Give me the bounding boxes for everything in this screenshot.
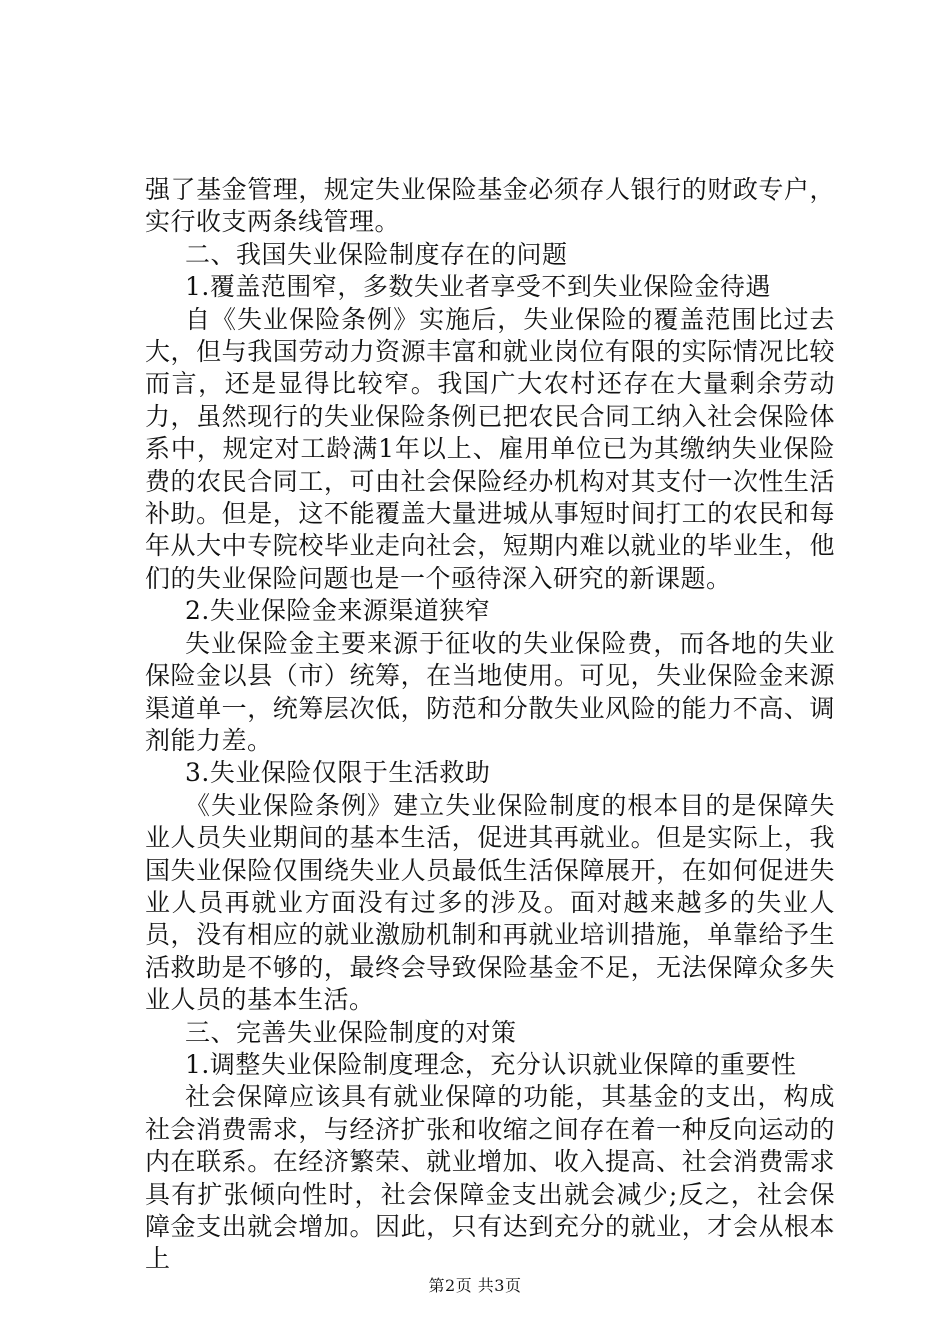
page-number-footer: 第2页 共3页	[428, 1276, 522, 1295]
paragraph-coverage: 自《失业保险条例》实施后，失业保险的覆盖范围比过去大，但与我国劳动力资源丰富和就业岗位有限的实际情况比较而言，还是显得比较窄。我国广大农村还存在大量剩余劳动力，虽然现行的失业保险条例已把农民合同工纳入社会保险体系中，规定对工龄满1年以上、雇用单位已为其缴纳失业保险费的农民合同工，可由社会保险经办机构对其支付一次性生活补助。但是，这不能覆盖大量进城从事短时间打工的农民和每年从大中专院校毕业走向社会，短期内难以就业的毕业生，他们的失业保险问题也是一个亟待深入研究的新课题。	[145, 304, 835, 593]
section-heading-problems: 二、我国失业保险制度存在的问题	[185, 239, 568, 269]
subheading-relief: 3.失业保险仅限于生活救助	[185, 758, 491, 788]
subheading-concept: 1.调整失业保险制度理念，充分认识就业保障的重要性	[185, 1049, 797, 1079]
subheading-coverage: 1.覆盖范围窄，多数失业者享受不到失业保险金待遇	[185, 272, 771, 302]
section-heading-measures: 三、完善失业保险制度的对策	[185, 1017, 517, 1047]
document-body	[145, 174, 835, 1276]
paragraph-concept: 社会保障应该具有就业保障的功能，其基金的支出，构成社会消费需求，与经济扩张和收缩之间存在着一种反向运动的内在联系。在经济繁荣、就业增加、收入提高、社会消费需求具有扩张倾向性时，社会保障金支出就会减少;反之，社会保障金支出就会增加。因此，只有达到充分的就业，才会从根本上	[145, 1082, 835, 1274]
paragraph-relief: 《失业保险条例》建立失业保险制度的根本目的是保障失业人员失业期间的基本生活，促进其再就业。但是实际上，我国失业保险仅围绕失业人员最低生活保障展开，在如何促进失业人员再就业方面没有过多的涉及。面对越来越多的失业人员，没有相应的就业激励机制和再就业培训措施，单靠给予生活救助是不够的，最终会导致保险基金不足，无法保障众多失业人员的基本生活。	[145, 790, 835, 1015]
subheading-funding: 2.失业保险金来源渠道狭窄	[185, 596, 491, 626]
paragraph-funding: 失业保险金主要来源于征收的失业保险费，而各地的失业保险金以县（市）统筹，在当地使用。可见，失业保险金来源渠道单一，统筹层次低，防范和分散失业风险的能力不高、调剂能力差。	[145, 628, 835, 755]
paragraph-continuation: 强了基金管理，规定失业保险基金必须存人银行的财政专户，实行收支两条线管理。	[145, 175, 835, 237]
